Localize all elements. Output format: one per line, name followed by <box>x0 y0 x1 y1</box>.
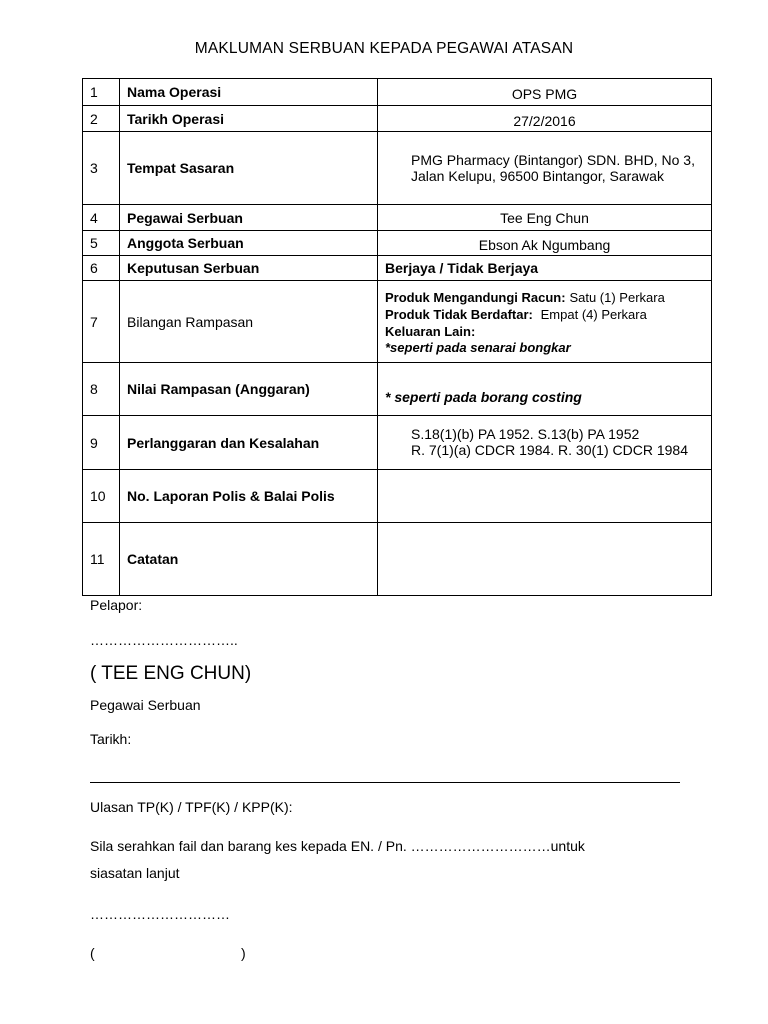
row-number: 10 <box>83 470 120 523</box>
bracket-open: ( <box>90 945 95 961</box>
row-label: Pegawai Serbuan <box>120 205 378 231</box>
seized-note: *seperti pada senarai bongkar <box>385 340 571 355</box>
target-address-line: PMG Pharmacy (Bintangor) SDN. BHD, No 3, <box>411 152 695 168</box>
row-label: Anggota Serbuan <box>120 231 378 256</box>
row-number: 6 <box>83 256 120 281</box>
row-value <box>378 523 712 596</box>
page-title: MAKLUMAN SERBUAN KEPADA PEGAWAI ATASAN <box>194 40 574 57</box>
row-value: 27/2/2016 <box>378 106 712 132</box>
seized-item-label: Produk Mengandungi Racun: <box>385 290 566 305</box>
reporter-name: ( TEE ENG CHUN) <box>90 663 252 684</box>
row-number: 3 <box>83 132 120 205</box>
row-value <box>378 470 712 523</box>
row-label: Keputusan Serbuan <box>120 256 378 281</box>
row-number: 11 <box>83 523 120 596</box>
row-label: Nilai Rampasan (Anggaran) <box>120 363 378 416</box>
table-row <box>83 256 712 281</box>
row-label: Perlanggaran dan Kesalahan <box>120 416 378 470</box>
row-number: 9 <box>83 416 120 470</box>
row-number: 1 <box>83 79 120 106</box>
row-value: Berjaya / Tidak Berjaya <box>378 256 712 281</box>
table-row <box>83 132 712 205</box>
row-value: Tee Eng Chun <box>378 205 712 231</box>
review-label: Ulasan TP(K) / TPF(K) / KPP(K): <box>90 799 293 815</box>
seized-item-value: Empat (4) Perkara <box>540 307 647 322</box>
table-row <box>83 470 712 523</box>
row-label: Bilangan Rampasan <box>120 281 378 363</box>
row-value: Ebson Ak Ngumbang <box>378 231 712 256</box>
row-number: 4 <box>83 205 120 231</box>
table-row <box>83 205 712 231</box>
row-number: 2 <box>83 106 120 132</box>
review-instruction: Sila serahkan fail dan barang kes kepada EN. / Pn. …………………………untuk <box>90 838 585 854</box>
row-label: Catatan <box>120 523 378 596</box>
seized-item-value: Satu (1) Perkara <box>569 290 665 305</box>
date-label: Tarikh: <box>90 731 132 747</box>
raid-info-table <box>82 78 712 596</box>
row-value: OPS PMG <box>378 79 712 106</box>
review-signature-dots: ………………………… <box>90 906 230 922</box>
offence-line: S.18(1)(b) PA 1952. S.13(b) PA 1952 <box>411 426 640 442</box>
target-address-line: Jalan Kelupu, 96500 Bintangor, Sarawak <box>411 168 664 184</box>
bracket-close: ) <box>241 945 246 961</box>
row-label: No. Laporan Polis & Balai Polis <box>120 470 378 523</box>
table-row <box>83 231 712 256</box>
signature-dots: ………………………….. <box>90 632 238 648</box>
seized-item-label: Keluaran Lain: <box>385 324 476 339</box>
seized-item-label: Produk Tidak Berdaftar: <box>385 307 533 322</box>
row-value: * seperti pada borang costing <box>378 363 712 416</box>
review-instruction-cont: siasatan lanjut <box>90 865 180 881</box>
reporter-label: Pelapor: <box>90 597 143 613</box>
row-label: Nama Operasi <box>120 79 378 106</box>
offence-line: R. 7(1)(a) CDCR 1984. R. 30(1) CDCR 1984 <box>411 442 688 458</box>
table-row <box>83 416 712 470</box>
divider <box>90 782 680 783</box>
row-number: 7 <box>83 281 120 363</box>
table-row <box>83 523 712 596</box>
reporter-position: Pegawai Serbuan <box>90 697 201 713</box>
table-row <box>83 106 712 132</box>
table-row <box>83 79 712 106</box>
row-label: Tarikh Operasi <box>120 106 378 132</box>
table-row <box>83 281 712 363</box>
row-number: 5 <box>83 231 120 256</box>
row-label: Tempat Sasaran <box>120 132 378 205</box>
row-number: 8 <box>83 363 120 416</box>
table-row <box>83 363 712 416</box>
